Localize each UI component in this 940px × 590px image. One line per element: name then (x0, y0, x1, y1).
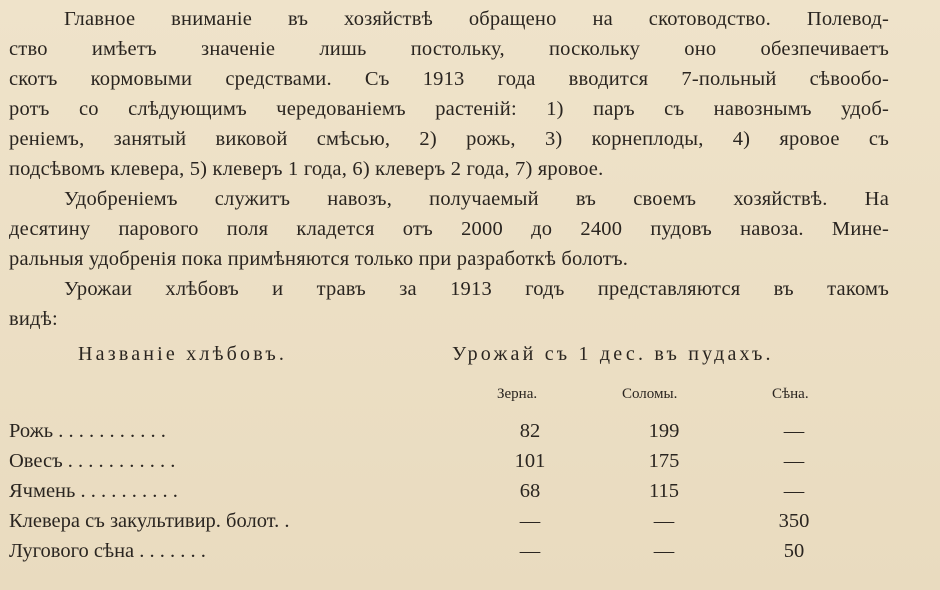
grain-value: — (519, 540, 541, 562)
text-line: десятину парового поля кладется отъ 2000 до 2400 пудовъ навоза. Мине- (9, 218, 889, 240)
straw-value: — (653, 510, 675, 532)
column-header-grain: Зерна. (497, 386, 538, 402)
text-line: Урожаи хлѣбовъ и травъ за 1913 годъ представляются въ такомъ (64, 278, 889, 300)
hay-value: — (783, 480, 805, 502)
straw-value: 199 (648, 420, 680, 442)
text-line: скотъ кормовыми средствами. Съ 1913 года вводится 7-польный сѣвообо- (9, 68, 889, 90)
paragraph-livestock (9, 4, 889, 184)
table-header-crop-name: Названіе хлѣбовъ. (78, 343, 288, 365)
hay-value: — (783, 420, 805, 442)
table-row (9, 446, 909, 476)
crop-name: Клевера съ закультивир. болот. . (9, 510, 290, 532)
table-row (9, 536, 909, 566)
text-line: реніемъ, занятый виковой смѣсью, 2) рожь, 3) корнеплоды, 4) яровое съ (9, 128, 889, 150)
text-line: подсѣвомъ клевера, 5) клеверъ 1 года, 6) клеверъ 2 года, 7) яровое. (9, 158, 604, 180)
text-line: ство имѣетъ значеніе лишь постольку, поскольку оно обезпечиваетъ (9, 38, 889, 60)
paragraph-harvest (9, 274, 889, 334)
grain-value: — (519, 510, 541, 532)
text-line: Удобреніемъ служитъ навозъ, получаемый въ своемъ хозяйствѣ. На (64, 188, 889, 210)
hay-value: — (783, 450, 805, 472)
text-line: Главное вниманіе въ хозяйствѣ обращено на скотоводство. Полевод- (64, 8, 889, 30)
crop-name: Овесъ . . . . . . . . . . . (9, 450, 176, 472)
crop-name: Лугового сѣна . . . . . . . (9, 540, 206, 562)
table-header-yield: Урожай съ 1 дес. въ пудахъ. (452, 343, 774, 365)
straw-value: 175 (648, 450, 680, 472)
hay-value: 50 (783, 540, 805, 562)
text-line: видѣ: (9, 308, 58, 330)
column-header-hay: Сѣна. (772, 386, 809, 402)
column-header-straw: Соломы. (622, 386, 678, 402)
crop-name: Ячмень . . . . . . . . . . (9, 480, 178, 502)
hay-value: 350 (778, 510, 810, 532)
grain-value: 101 (514, 450, 546, 472)
table-row (9, 506, 909, 536)
straw-value: 115 (649, 480, 679, 502)
table-row (9, 476, 909, 506)
text-line: ротъ со слѣдующимъ чередованіемъ растеній: 1) паръ съ навознымъ удоб- (9, 98, 889, 120)
grain-value: 82 (519, 420, 541, 442)
straw-value: — (653, 540, 675, 562)
text-line: ральныя удобренія пока примѣняются только при разработкѣ болотъ. (9, 248, 629, 270)
table-row (9, 416, 909, 446)
crop-name: Рожь . . . . . . . . . . . (9, 420, 166, 442)
grain-value: 68 (519, 480, 541, 502)
paragraph-fertilizer (9, 184, 889, 274)
